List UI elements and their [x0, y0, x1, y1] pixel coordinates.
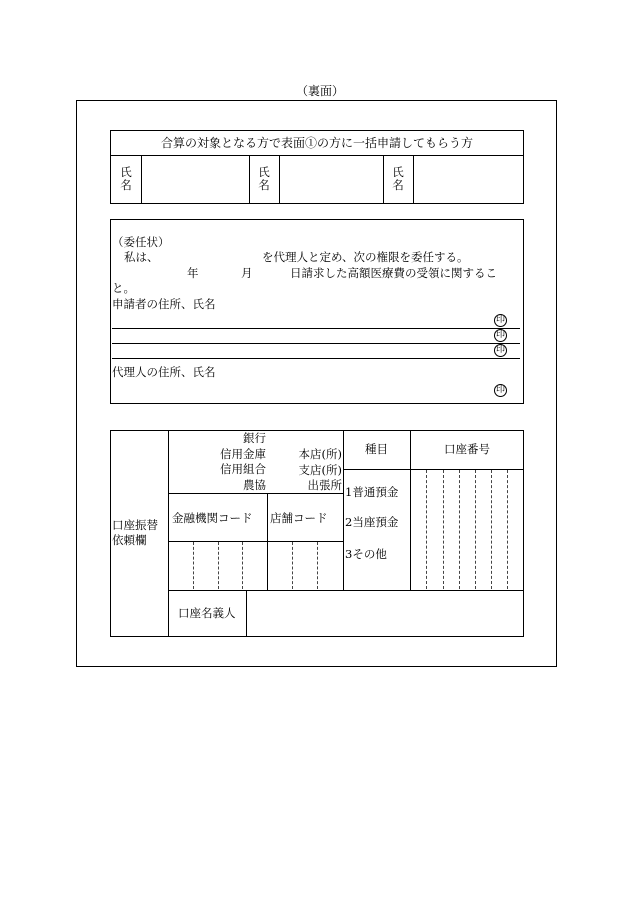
- seal-mark-3: 印: [495, 345, 505, 355]
- seal-mark-agent: 印: [495, 385, 505, 395]
- agent-name-blank[interactable]: [160, 250, 260, 264]
- proxy-line2-suffix: 日請求した高額医療費の受領に関するこ: [290, 266, 497, 280]
- page-label: （裏面）: [296, 84, 345, 98]
- applicant-field-1[interactable]: [112, 314, 492, 327]
- branch-type-branch[interactable]: 支店(所): [298, 462, 342, 477]
- bank-type-kumiai[interactable]: 信用組合: [220, 462, 266, 476]
- branch-code-label: 店舗コード: [270, 511, 328, 525]
- proxy-line1-prefix: 私は、: [124, 250, 159, 264]
- branch-type-list: [270, 447, 342, 494]
- account-number-header: 口座番号: [444, 442, 490, 456]
- name-field-1[interactable]: [142, 156, 249, 203]
- seal-mark-2: 印: [495, 330, 505, 340]
- month-label: 月: [241, 266, 253, 280]
- name-field-2[interactable]: [280, 156, 383, 203]
- name-label-3: 氏 名: [392, 165, 404, 193]
- name-label-1: 氏 名: [120, 165, 132, 193]
- year-label: 年: [187, 266, 199, 280]
- proxy-line3: と。: [112, 281, 135, 295]
- bank-name-field[interactable]: [170, 432, 230, 490]
- account-type-header: 種目: [365, 442, 388, 456]
- bank-type-bank[interactable]: 銀行: [243, 431, 266, 445]
- year-blank[interactable]: [135, 266, 185, 280]
- account-section-label: 口座振替 依頼欄: [112, 518, 158, 547]
- bank-type-shinkin[interactable]: 信用金庫: [220, 446, 266, 461]
- account-type-ordinary[interactable]: 1普通預金: [345, 485, 399, 499]
- month-blank[interactable]: [205, 266, 235, 280]
- applicant-label: 申請者の住所、氏名: [112, 297, 216, 311]
- bank-type-nokyo[interactable]: 農協: [243, 477, 266, 492]
- day-blank[interactable]: [258, 266, 288, 280]
- institution-code-label: 金融機関コード: [172, 511, 253, 525]
- branch-type-head[interactable]: 本店(所): [298, 447, 342, 461]
- branch-code-input[interactable]: [268, 542, 343, 589]
- institution-code-input[interactable]: [169, 542, 267, 589]
- account-holder-input[interactable]: [247, 591, 523, 636]
- name-field-3[interactable]: [414, 156, 523, 203]
- applicant-field-3[interactable]: [112, 344, 492, 357]
- proxy-line1-suffix: を代理人と定め、次の権限を委任する。: [262, 250, 469, 264]
- account-holder-label: 口座名義人: [178, 606, 236, 620]
- account-type-checking[interactable]: 2当座預金: [345, 515, 399, 529]
- proxy-heading: （委任状）: [112, 235, 170, 249]
- account-type-other[interactable]: 3その他: [345, 547, 387, 561]
- agent-address-field[interactable]: [112, 381, 492, 396]
- joint-claim-title: 合算の対象となる方で表面①の方に一括申請してもらう方: [160, 136, 473, 150]
- branch-type-sub[interactable]: 出張所: [307, 478, 342, 492]
- account-number-input[interactable]: [411, 470, 523, 589]
- applicant-field-2[interactable]: [112, 329, 492, 342]
- seal-mark-1: 印: [495, 315, 505, 325]
- name-label-2: 氏 名: [258, 165, 270, 193]
- agent-label: 代理人の住所、氏名: [112, 365, 216, 379]
